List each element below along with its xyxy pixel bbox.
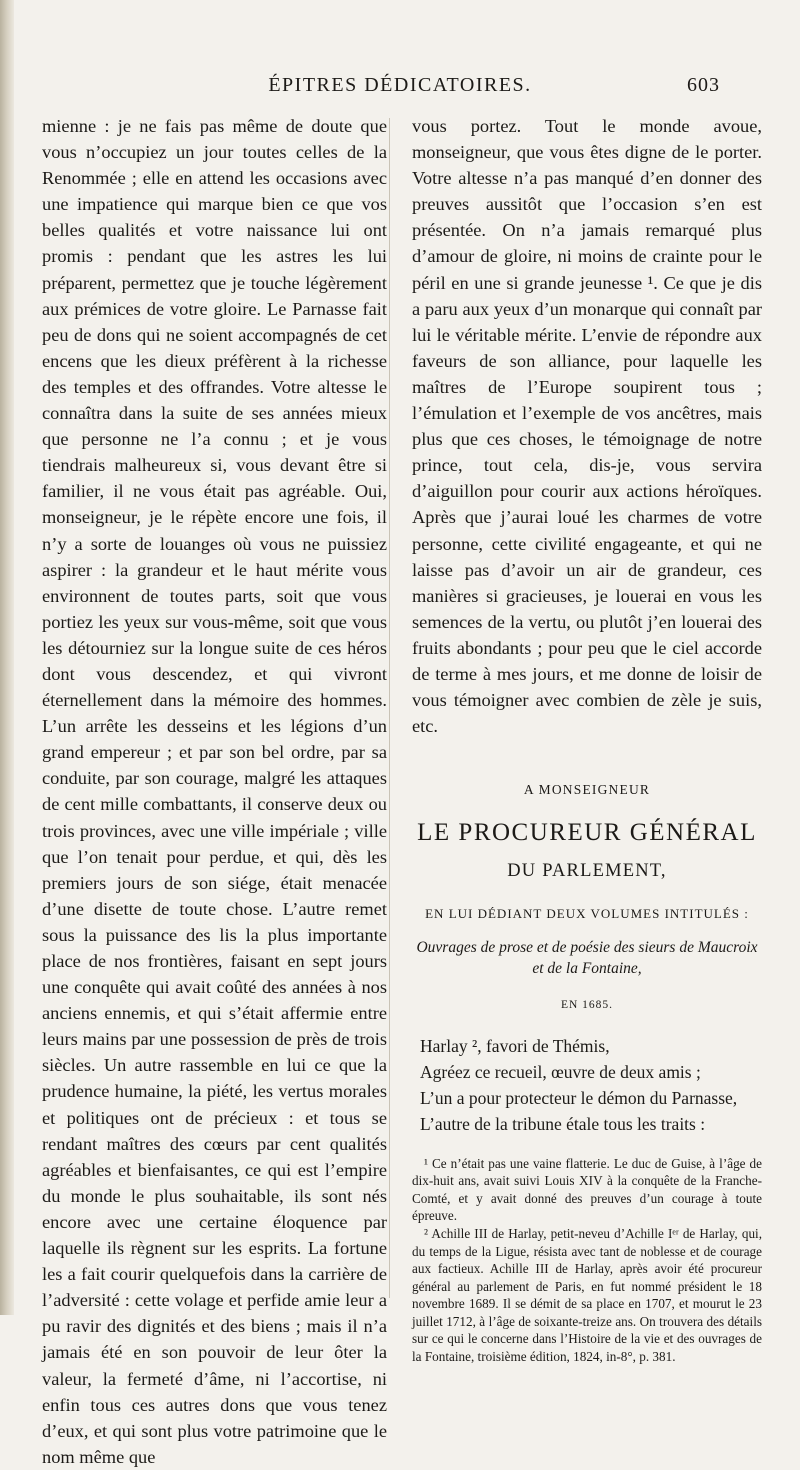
left-column-text: mienne : je ne fais pas même de doute que vous n’occupiez un jour toutes celles de la Renommée ; elle en attend les occasions avec une impatience qui marque bien ce que vos belles qualités et votre naissance lui ont promis : pendant que les astres les lui préparent, permettez que je touche légèrement aux prémices de votre gloire. Le Parnasse fait peu de dons qui ne soient accompagnés de cet encens que les dieux préfèrent à la richesse des temples et des offrandes. Votre altesse le connaîtra dans la suite de ses années mieux que personne ne l’a connu ; et je vous tiendrais malheureux si, vous devant être si familier, il ne vous était pas agréable. Oui, monseigneur, je le répète encore une fois, il n’y a sorte de louanges où vous ne puissiez aspirer : la grandeur et le haut mérite vous environnent de toutes parts, soit que vous portiez les yeux sur vous-même, soit que vous les détourniez sur la longue suite de ces héros dont vous descendez, et qui vivront éternellement dans la mémoire des hommes. L’un arrête les desseins et les légions d’un grand empereur ; et par son bel ordre, par sa conduite, par son courage, malgré les attaques de cent mille combattants, il conserve deux ou trois provinces, avec une ville impériale ; ville que l’on tenait pour perdue, et qui, dès les premiers jours de son siége, était menacée d’une disette de toute chose. L’autre remet sous la puissance des lis la plus importante place de nos frontières, faisant en sept jours une conquête qui avait coûté des années à nos anciens ennemis, et qui s’était affermie entre leurs mains par une possession de près de trois siècles. Un autre rassemble en lui ce que la prudence humaine, la piété, les vertus morales et politiques ont de précieux : et tous se rendant maîtres des cœurs par cent qualités agréables et bienfaisantes, ce qui est l’empire du monde le plus souhaitable, ils sont nés encore avec une certaine éloquence par laquelle ils règnent sur les esprits. La fortune les a fait courir quelquefois dans la carrière de l’adversité : cette volage et perfide amie leur a pu ravir des dignités et des biens ; mais il n’a jamais été en son pouvoir de leur ôter la valeur, la fermeté d’âme, ni l’accortise, ni enfin tous ces autres dons que vous tenez d’eux, et qui sont plus votre patrimoine que le nom même que <box>42 116 387 1467</box>
verse-line: Agréez ce recueil, œuvre de deux amis ; <box>420 1061 701 1082</box>
left-column <box>42 113 387 1470</box>
verse-line: Harlay ², favori de Thémis, <box>420 1035 610 1056</box>
page-binding-edge <box>0 0 14 1315</box>
running-title: ÉPITRES DÉDICATOIRES. <box>268 74 532 96</box>
column-divider <box>389 118 390 1298</box>
page-header <box>0 74 800 98</box>
verse-block <box>412 1033 762 1137</box>
right-column-text: vous portez. Tout le monde avoue, monseigneur, que vous êtes digne de le porter. Votre altesse n’a pas manqué d’en donner des preuves aussitôt que l’occasion s’en est présentée. On n’a jamais remarqué plus d’amour de gloire, ni moins de crainte pour le péril en une si grande jeunesse ¹. Ce que je dis a paru aux yeux d’un monarque qui connaît par lui le véritable mérite. L’envie de répondre aux faveurs de son alliance, pour laquelle les maîtres de l’Europe soupirent tous ; l’émulation et l’exemple de vos ancêtres, mais plus que ces choses, le témoignage de notre prince, tout cela, dis-je, vous servira d’aiguillon pour courir aux actions héroïques. Après que j’aurai loué les charmes de votre personne, cette civilité engageante, et qui ne laisse pas d’avoir un air de grandeur, ces manières si gracieuses, je louerai en vous les semences de la vertu, ou plutôt j’en louerai des fruits abondants ; pour peu que le ciel accorde de terme à mes jours, et me donne de loisir de vous témoigner avec combien de zèle je suis, etc. <box>412 116 762 737</box>
footnote: ² Achille III de Harlay, petit-neveu d’Achille Iᵉʳ de Harlay, qui, du temps de la Ligue, résista avec tant de noblesse et de courage aux factieux. Achille III de Harlay, après avoir été procureur général au parlement de Paris, en fut nommé président le 18 novembre 1689. Il se démit de sa place en 1707, et mourut le 23 juillet 1712, à l’âge de soixante-treize ans. On trouvera des détails sur ce qui le concerne dans l’Histoire de la vie et des ouvrages de la Fontaine, troisième édition, 1824, in-8°, p. 381. <box>412 1225 762 1365</box>
dedication-addressee: A MONSEIGNEUR <box>523 782 651 798</box>
dedication-works: Ouvrages de prose et de poésie des sieurs de Maucroix et de la Fontaine, <box>416 939 758 978</box>
dedication-year: EN 1685. <box>560 999 614 1012</box>
dedication-occasion: EN LUI DÉDIANT DEUX VOLUMES INTITULÉS : <box>425 906 749 922</box>
footnote: ¹ Ce n’était pas une vaine flatterie. Le duc de Guise, à l’âge de dix-huit ans, avait suivi Louis XIV à la conquête de la Franche-Comté, et y avait donné des preuves d’un courage à toute épreuve. <box>412 1155 762 1224</box>
right-column <box>412 113 762 1366</box>
dedication-heading <box>412 777 762 1018</box>
verse-line: L’un a pour protecteur le démon du Parnasse, <box>420 1087 738 1108</box>
verse-line: L’autre de la tribune étale tous les traits : <box>420 1113 706 1134</box>
page-number: 603 <box>687 74 720 96</box>
dedication-title: LE PROCUREUR GÉNÉRAL <box>417 819 757 847</box>
dedication-subtitle: DU PARLEMENT, <box>507 861 667 882</box>
footnotes <box>412 1155 762 1366</box>
